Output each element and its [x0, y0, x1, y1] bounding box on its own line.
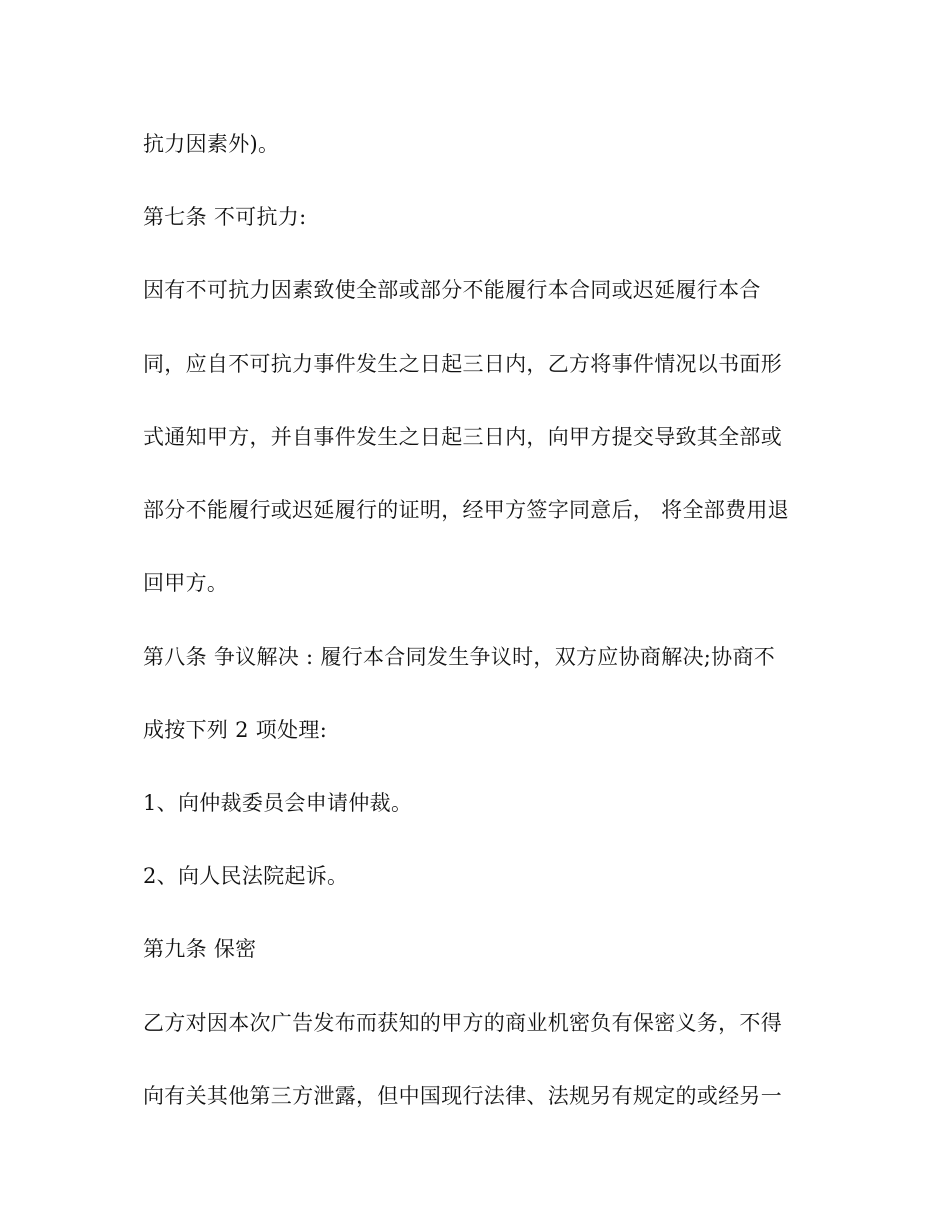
text-line: 因有不可抗力因素致使全部或部分不能履行本合同或迟延履行本合 — [143, 278, 761, 302]
section-heading: 第九条 保密 — [143, 937, 257, 961]
text-line: 部分不能履行或迟延履行的证明，经甲方签字同意后， 将全部费用退 — [143, 498, 789, 522]
list-item: 2、向人民法院起诉。 — [143, 864, 349, 888]
text-line: 向有关其他第三方泄露，但中国现行法律、法规另有规定的或经另一 — [143, 1084, 782, 1108]
text-line: 式通知甲方，并自事件发生之日起三日内，向甲方提交导致其全部或 — [143, 425, 782, 449]
section-heading: 第七条 不可抗力: — [143, 205, 307, 229]
text-line: 同，应自不可抗力事件发生之日起三日内，乙方将事件情况以书面形 — [143, 352, 782, 376]
text-line: 乙方对因本次广告发布而获知的甲方的商业机密负有保密义务，不得 — [143, 1011, 782, 1035]
text-line: 抗力因素外)。 — [143, 132, 280, 156]
text-line: 成按下列 2 项处理: — [143, 718, 328, 742]
section-heading: 第八条 争议解决 : 履行本合同发生争议时，双方应协商解决;协商不 — [143, 645, 776, 669]
text-line: 回甲方。 — [143, 571, 229, 595]
list-item: 1、向仲裁委员会申请仲裁。 — [143, 791, 413, 815]
